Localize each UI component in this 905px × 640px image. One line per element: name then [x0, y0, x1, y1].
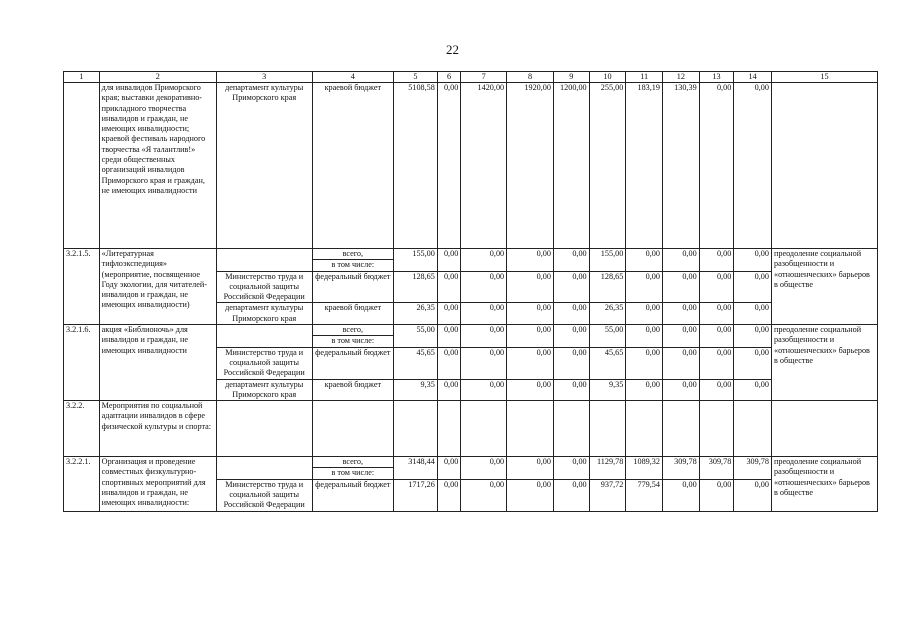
amount-cell: 0,00 — [461, 271, 507, 303]
header-cell: 3 — [216, 72, 312, 83]
amount-cell: 309,78 — [662, 457, 699, 480]
empty-cell — [699, 401, 734, 457]
header-cell: 2 — [99, 72, 216, 83]
amount-cell: 0,00 — [662, 479, 699, 511]
amount-cell: 155,00 — [589, 249, 626, 272]
amount-cell: 0,00 — [699, 83, 734, 249]
including-label: в том числе: — [312, 260, 394, 271]
empty-cell — [461, 401, 507, 457]
amount-cell: 0,00 — [553, 303, 589, 325]
amount-cell: 55,00 — [394, 325, 438, 348]
funding-source: краевой бюджет — [312, 379, 394, 401]
amount-cell: 0,00 — [699, 325, 734, 348]
amount-cell: 0,00 — [437, 347, 460, 379]
amount-cell: 0,00 — [507, 479, 554, 511]
amount-cell: 0,00 — [507, 325, 554, 348]
amount-cell: 1129,78 — [589, 457, 626, 480]
amount-cell: 0,00 — [734, 325, 772, 348]
amount-cell: 0,00 — [437, 379, 460, 401]
total-label: всего, — [312, 249, 394, 260]
amount-cell: 55,00 — [589, 325, 626, 348]
item-number — [64, 83, 100, 249]
amount-cell: 0,00 — [734, 479, 772, 511]
funding-source: краевой бюджет — [312, 83, 394, 249]
amount-cell: 1717,26 — [394, 479, 438, 511]
empty-cell — [734, 401, 772, 457]
header-cell: 8 — [507, 72, 554, 83]
amount-cell: 9,35 — [589, 379, 626, 401]
amount-cell: 0,00 — [699, 271, 734, 303]
empty-cell — [771, 401, 877, 457]
header-cell: 14 — [734, 72, 772, 83]
funding-source: федеральный бюджет — [312, 347, 394, 379]
item-number: 3.2.2.1. — [64, 457, 100, 511]
amount-cell: 0,00 — [662, 325, 699, 348]
amount-cell: 26,35 — [394, 303, 438, 325]
amount-cell: 0,00 — [553, 249, 589, 272]
empty-cell — [662, 401, 699, 457]
funding-source: федеральный бюджет — [312, 479, 394, 511]
amount-cell: 0,00 — [461, 457, 507, 480]
header-cell: 4 — [312, 72, 394, 83]
amount-cell: 0,00 — [699, 347, 734, 379]
amount-cell: 3148,44 — [394, 457, 438, 480]
empty-cell — [507, 401, 554, 457]
executor: департамент культуры Приморского края — [216, 83, 312, 249]
amount-cell: 0,00 — [734, 271, 772, 303]
total-label: всего, — [312, 457, 394, 468]
amount-cell: 0,00 — [461, 479, 507, 511]
item-name: «Литературная тифлоэкспедиция» (мероприятие, посвященное Году экологии, для читателей-инвалидов и граждан, не имеющих инвалидности) — [99, 249, 216, 325]
amount-cell: 0,00 — [507, 457, 554, 480]
header-cell: 1 — [64, 72, 100, 83]
amount-cell: 45,65 — [589, 347, 626, 379]
amount-cell: 128,65 — [394, 271, 438, 303]
empty-cell — [216, 249, 312, 272]
amount-cell: 1420,00 — [461, 83, 507, 249]
amount-cell: 128,65 — [589, 271, 626, 303]
table-row — [64, 83, 878, 249]
expected-result — [771, 83, 877, 249]
amount-cell: 0,00 — [553, 479, 589, 511]
amount-cell: 0,00 — [437, 249, 460, 272]
section-row — [64, 401, 878, 457]
amount-cell: 0,00 — [461, 325, 507, 348]
header-cell: 12 — [662, 72, 699, 83]
item-name: для инвалидов Приморского края; выставки декоративно-прикладного творчества инвалидов и граждан, не имеющих инвалидности; краевой фестиваль народного творчества «Я талантлив!» среди общественных организаций инвалидов Приморского края и граждан, не имеющих инвалидности — [99, 83, 216, 249]
header-cell: 11 — [626, 72, 663, 83]
amount-cell: 183,19 — [626, 83, 663, 249]
empty-cell — [553, 401, 589, 457]
amount-cell: 0,00 — [437, 83, 460, 249]
amount-cell: 0,00 — [626, 347, 663, 379]
executor: Министерство труда и социальной защиты Российской Федерации — [216, 347, 312, 379]
amount-cell: 0,00 — [507, 249, 554, 272]
item-name: Организация и проведение совместных физкультурно-спортивных мероприятий для инвалидов и граждан, не имеющих инвалидности: — [99, 457, 216, 511]
empty-cell — [394, 401, 438, 457]
page-number: 22 — [446, 42, 459, 57]
executor: Министерство труда и социальной защиты Российской Федерации — [216, 271, 312, 303]
amount-cell: 0,00 — [461, 249, 507, 272]
budget-table — [63, 71, 878, 512]
header-cell: 9 — [553, 72, 589, 83]
amount-cell: 255,00 — [589, 83, 626, 249]
executor: департамент культуры Приморского края — [216, 303, 312, 325]
amount-cell: 0,00 — [626, 303, 663, 325]
empty-cell — [216, 401, 312, 457]
expected-result: преодоление социальной разобщенности и «отношенческих» барьеров в обществе — [771, 249, 877, 325]
amount-cell: 0,00 — [507, 347, 554, 379]
amount-cell: 0,00 — [662, 271, 699, 303]
amount-cell: 0,00 — [662, 303, 699, 325]
amount-cell: 0,00 — [662, 379, 699, 401]
header-cell: 13 — [699, 72, 734, 83]
amount-cell: 0,00 — [699, 479, 734, 511]
amount-cell: 0,00 — [437, 479, 460, 511]
table-row — [64, 249, 878, 260]
item-name: Мероприятия по социальной адаптации инвалидов в сфере физической культуры и спорта: — [99, 401, 216, 457]
amount-cell: 937,72 — [589, 479, 626, 511]
including-label: в том числе: — [312, 468, 394, 479]
amount-cell: 0,00 — [662, 249, 699, 272]
amount-cell: 0,00 — [626, 249, 663, 272]
funding-source: краевой бюджет — [312, 303, 394, 325]
header-cell: 6 — [437, 72, 460, 83]
amount-cell: 0,00 — [553, 457, 589, 480]
empty-cell — [216, 457, 312, 480]
amount-cell: 779,54 — [626, 479, 663, 511]
empty-cell — [626, 401, 663, 457]
amount-cell: 0,00 — [437, 303, 460, 325]
amount-cell: 0,00 — [437, 457, 460, 480]
amount-cell: 0,00 — [507, 271, 554, 303]
amount-cell: 45,65 — [394, 347, 438, 379]
empty-cell — [437, 401, 460, 457]
amount-cell: 0,00 — [437, 271, 460, 303]
item-number: 3.2.1.5. — [64, 249, 100, 325]
including-label: в том числе: — [312, 336, 394, 347]
header-cell: 10 — [589, 72, 626, 83]
header-cell: 15 — [771, 72, 877, 83]
empty-cell — [216, 325, 312, 348]
amount-cell: 0,00 — [734, 83, 772, 249]
amount-cell: 0,00 — [699, 303, 734, 325]
header-cell: 5 — [394, 72, 438, 83]
header-row — [64, 72, 878, 83]
amount-cell: 0,00 — [626, 271, 663, 303]
amount-cell: 0,00 — [553, 325, 589, 348]
amount-cell: 0,00 — [699, 249, 734, 272]
amount-cell: 1920,00 — [507, 83, 554, 249]
amount-cell: 9,35 — [394, 379, 438, 401]
amount-cell: 155,00 — [394, 249, 438, 272]
amount-cell: 0,00 — [507, 379, 554, 401]
amount-cell: 0,00 — [734, 303, 772, 325]
amount-cell: 1200,00 — [553, 83, 589, 249]
table-row — [64, 457, 878, 468]
amount-cell: 0,00 — [662, 347, 699, 379]
total-label: всего, — [312, 325, 394, 336]
amount-cell: 0,00 — [461, 347, 507, 379]
header-cell: 7 — [461, 72, 507, 83]
amount-cell: 0,00 — [734, 379, 772, 401]
executor: Министерство труда и социальной защиты Российской Федерации — [216, 479, 312, 511]
amount-cell: 0,00 — [553, 379, 589, 401]
amount-cell: 0,00 — [507, 303, 554, 325]
amount-cell: 0,00 — [699, 379, 734, 401]
expected-result: преодоление социальной разобщенности и «отношенческих» барьеров в обществе — [771, 325, 877, 401]
amount-cell: 0,00 — [553, 271, 589, 303]
amount-cell: 5108,58 — [394, 83, 438, 249]
amount-cell: 130,39 — [662, 83, 699, 249]
executor: департамент культуры Приморского края — [216, 379, 312, 401]
amount-cell: 0,00 — [461, 379, 507, 401]
empty-cell — [589, 401, 626, 457]
item-number: 3.2.2. — [64, 401, 100, 457]
amount-cell: 0,00 — [461, 303, 507, 325]
amount-cell: 309,78 — [699, 457, 734, 480]
amount-cell: 0,00 — [626, 325, 663, 348]
expected-result: преодоление социальной разобщенности и «отношенческих» барьеров в обществе — [771, 457, 877, 511]
item-name: акция «Библионочь» для инвалидов и граждан, не имеющих инвалидности — [99, 325, 216, 401]
funding-source: федеральный бюджет — [312, 271, 394, 303]
amount-cell: 0,00 — [734, 249, 772, 272]
item-number: 3.2.1.6. — [64, 325, 100, 401]
amount-cell: 0,00 — [734, 347, 772, 379]
empty-cell — [312, 401, 394, 457]
amount-cell: 309,78 — [734, 457, 772, 480]
amount-cell: 0,00 — [437, 325, 460, 348]
amount-cell: 0,00 — [553, 347, 589, 379]
amount-cell: 0,00 — [626, 379, 663, 401]
amount-cell: 1089,32 — [626, 457, 663, 480]
amount-cell: 26,35 — [589, 303, 626, 325]
table-row — [64, 325, 878, 336]
